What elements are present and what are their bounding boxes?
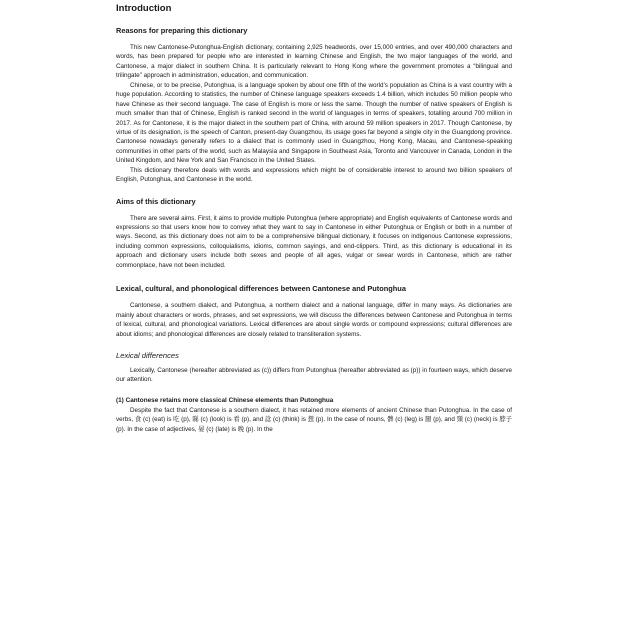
paragraph-reasons-2: Chinese, or to be precise, Putonghua, is a language spoken by about one fifth of the world’s population as China is a vast country with a huge population. According to statistics, the number of Chinese language speakers exceeds 1.4 billion, which includes 50 million people who have Chinese as their second language. The case of English is more or less the same. Though the number of native speakers of English is much smaller than that of Chinese, English is ranked second in the world of languages in terms of speakers, totalling around 700 million in 2017. As for Cantonese, it is the major dialect in the southern part of China, with around 59 million speakers in 2017. Though Cantonese, by virtue of its designation, is the speech of Canton, present-day Guangzhou, its usage goes far beyond a single city in the Guangdong province. Cantonese nowadays generally refers to a dialect that is commonly used in Guangzhou, Hong Kong, Macau, and Cantonese-speaking communities in other parts of the world, such as Malaysia and Singapore in Southeast Asia, Toronto and Vancouver in Canada, London in the United Kingdom, and New York and San Francisco in the United States. [116, 81, 512, 165]
paragraph-classical-1: Despite the fact that Cantonese is a southern dialect, it has retained more elements of ancient Chinese than Putonghua. In the case of verbs, 食 (c) (eat) is 吃 (p), 睇 (c) (look) is 看 (p), and 諗 (c) (think) is 想 (p). In the case of nouns, 髀 (c) (leg) is 腿 (p), and 頸 (c) (neck) is 脖子 (p). In the case of adjectives, 晏 (c) (late) is 晚 (p). In the [116, 406, 512, 433]
paragraph-lexical-1: Lexically, Cantonese (hereafter abbreviated as (c)) differs from Putonghua (hereafter abbreviated as (p)) in fourteen ways, which deserve our attention. [116, 366, 512, 384]
paragraph-reasons-1: This new Cantonese-Putonghua-English dictionary, containing 2,925 headwords, over 15,000 entries, and over 490,000 characters and words, has been prepared for people who are interested in learning Chinese and English, the two major languages of the world, and Cantonese, a major dialect in southern China. It is particularly relevant to Hong Kong where the government promotes a “bilingual and trilingate” approach in administration, education, and communication. [116, 44, 512, 80]
numbered-heading-classical: (1) Cantonese retains more classical Chinese elements than Putonghua [116, 396, 334, 404]
section-heading-differences: Lexical, cultural, and phonological differences between Cantonese and Putonghua [116, 284, 406, 294]
chapter-title: Introduction [116, 3, 172, 14]
paragraph-reasons-3: This dictionary therefore deals with words and expressions which might be of considerable interest to around two billion speakers of English, Putonghua, and Cantonese in the world. [116, 166, 512, 184]
paragraph-differences-1: Cantonese, a southern dialect, and Putonghua, a northern dialect and a national language, differ in many ways. As dictionaries are mainly about characters or words, phrases, and set expressions, we will discuss the differences between Cantonese and Putonghua in terms of lexical, cultural, and phonological variations. Lexical differences are about single words or compound expressions; cultural differences are about idioms; and phonological differences are closely related to transliteration systems. [116, 302, 512, 338]
paragraph-aims-1: There are several aims. First, it aims to provide multiple Putonghua (where appropriate) and English equivalents of Cantonese words and expressions so that users know how to convey what they want to say in Cantonese in either Putonghua or English or both in a number of ways. Second, as this dictionary does not aim to be a comprehensive bilingual dictionary, it focuses on indigenous Cantonese expressions, including common expressions, colloquialisms, idioms, common sayings, and end-clippers. Third, as this dictionary is educational in its approach and dictionary users include both sexes and people of all ages, vulgar or swear words in Cantonese, which are rather commonplace, have not been included. [116, 214, 512, 269]
section-heading-aims: Aims of this dictionary [116, 196, 196, 206]
section-heading-reasons: Reasons for preparing this dictionary [116, 26, 248, 35]
subsection-heading-lexical: Lexical differences [116, 350, 179, 360]
